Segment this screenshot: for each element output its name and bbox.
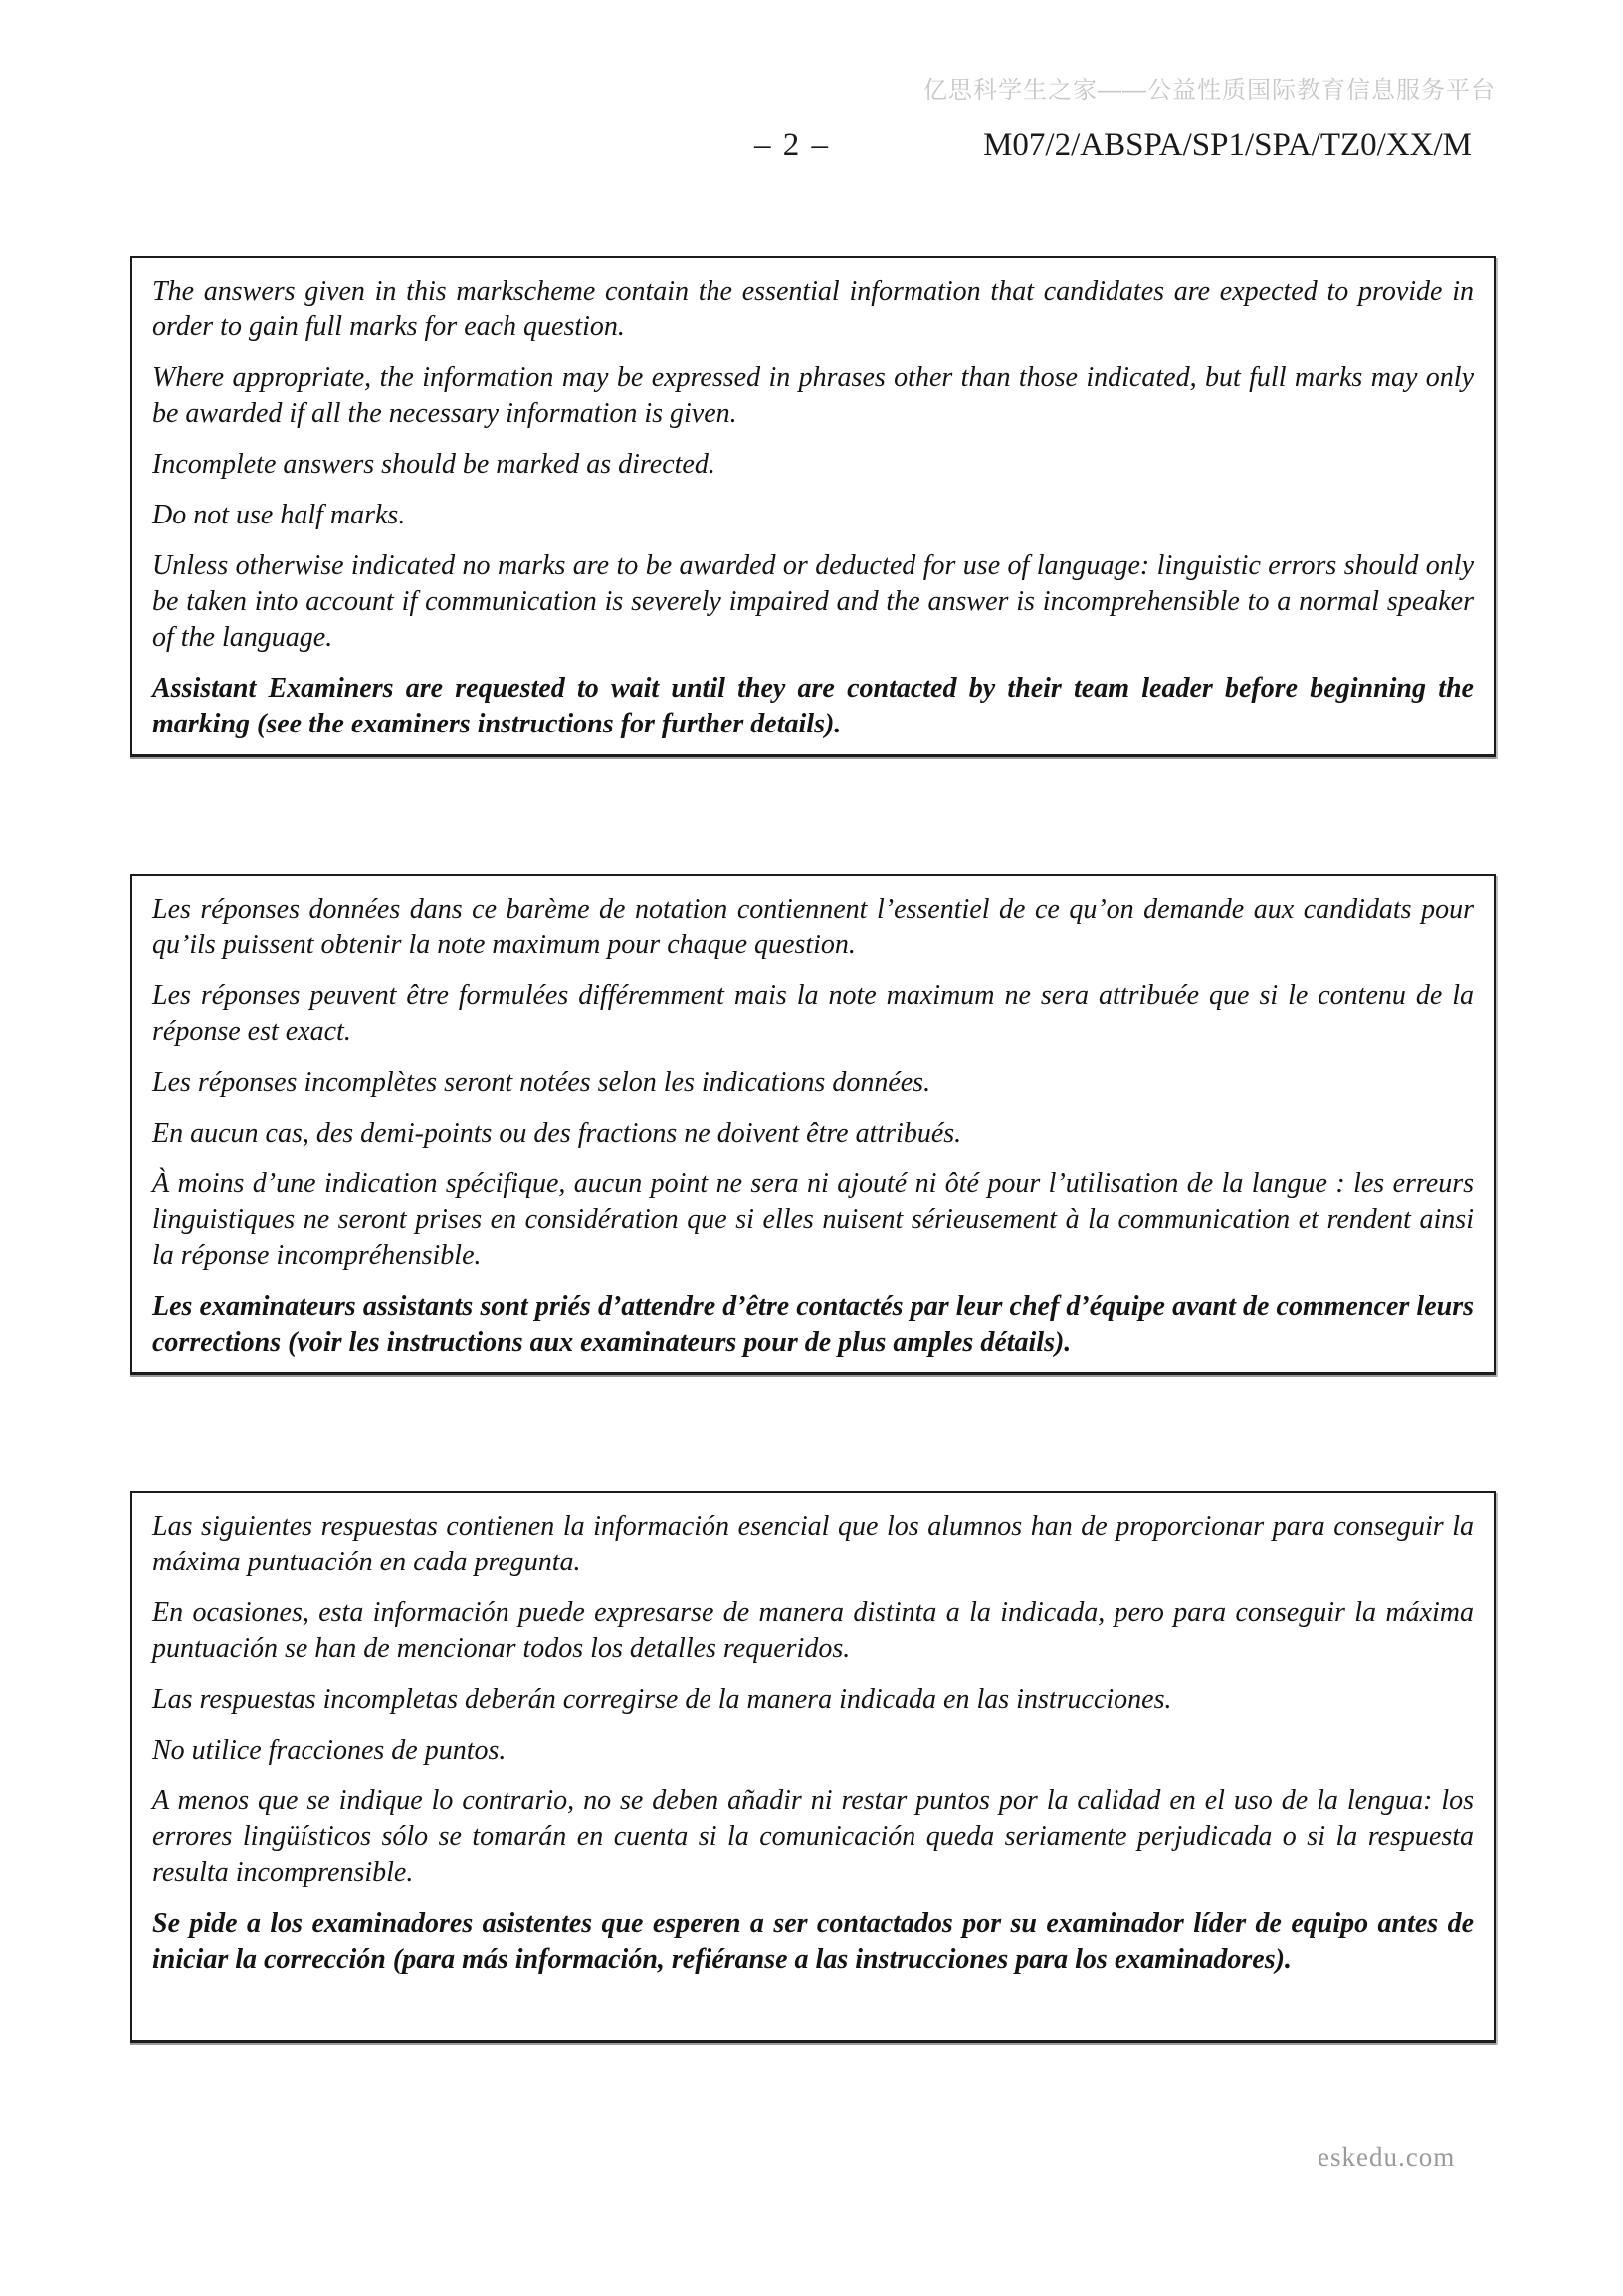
note-paragraph: En aucun cas, des demi-points ou des fractions ne doivent être attribués. (152, 1118, 962, 1148)
note-paragraph: À moins d’une indication spécifique, aucun point ne sera ni ajouté ni ôté pour l’utilisation de la langue : les erreurs linguistiques ne seront prises en considération que si elles nuisent sérieusement à la communication et rendent ainsi la réponse incompréhensible. (152, 1168, 1474, 1271)
site-watermark: eskedu.com (1318, 2142, 1456, 2172)
note-paragraph: Les réponses incomplètes seront notées selon les indications données. (152, 1067, 931, 1098)
note-paragraph: Do not use half marks. (152, 500, 406, 530)
markscheme-notes-box-french (130, 874, 1496, 1375)
note-paragraph: Las siguientes respuestas contienen la información esencial que los alumnos han de proporcionar para conseguir la máxima puntuación en cada pregunta. (152, 1511, 1474, 1577)
note-paragraph: Les réponses peuvent être formulées différemment mais la note maximum ne sera attribuée que si le contenu de la réponse est exact. (152, 980, 1474, 1047)
watermark-text: 亿思科学生之家——公益性质国际教育信息服务平台 (923, 77, 1496, 104)
examiner-instruction-note: Assistant Examiners are requested to wait until they are contacted by their team leader before beginning the marking (see the examiners instructions for further details). (152, 673, 1474, 739)
note-paragraph: Incomplete answers should be marked as directed. (152, 449, 715, 480)
note-paragraph: The answers given in this markscheme contain the essential information that candidates are expected to provide in order to gain full marks for each question. (152, 276, 1474, 342)
examiner-instruction-note: Se pide a los examinadores asistentes que esperen a ser contactados por su examinador líder de equipo antes de iniciar la corrección (para más información, refiéranse a las instrucciones para los examinadores). (152, 1908, 1474, 1975)
note-paragraph: Where appropriate, the information may be expressed in phrases other than those indicated, but full marks may only be awarded if all the necessary information is given. (152, 362, 1474, 429)
note-paragraph: No utilice fracciones de puntos. (152, 1735, 507, 1766)
page-number: – 2 – (754, 127, 830, 163)
note-paragraph: Unless otherwise indicated no marks are to be awarded or deducted for use of language: linguistic errors should only be taken into account if communication is severely impaired and the answer is incomprehensible to a normal speaker of the language. (152, 550, 1474, 653)
markscheme-notes-box-english (130, 256, 1496, 757)
note-paragraph: Las respuestas incompletas deberán corregirse de la manera indicada en las instrucciones. (152, 1684, 1172, 1715)
examiner-instruction-note: Les examinateurs assistants sont priés d’attendre d’être contactés par leur chef d’équipe avant de commencer leurs corrections (voir les instructions aux examinateurs pour de plus amples détails). (152, 1291, 1474, 1357)
document-code: M07/2/ABSPA/SP1/SPA/TZ0/XX/M (983, 127, 1472, 163)
note-paragraph: Les réponses données dans ce barème de notation contiennent l’essentiel de ce qu’on demande aux candidats pour qu’ils puissent obtenir la note maximum pour chaque question. (152, 894, 1474, 960)
markscheme-notes-box-spanish (130, 1491, 1496, 2043)
note-paragraph: A menos que se indique lo contrario, no se deben añadir ni restar puntos por la calidad en el uso de la lengua: los errores lingüísticos sólo se tomarán en cuenta si la comunicación queda seriamente perjudicada o si la respuesta resulta incomprensible. (152, 1785, 1474, 1888)
note-paragraph: En ocasiones, esta información puede expresarse de manera distinta a la indicada, pero para conseguir la máxima puntuación se han de mencionar todos los detalles requeridos. (152, 1597, 1474, 1664)
